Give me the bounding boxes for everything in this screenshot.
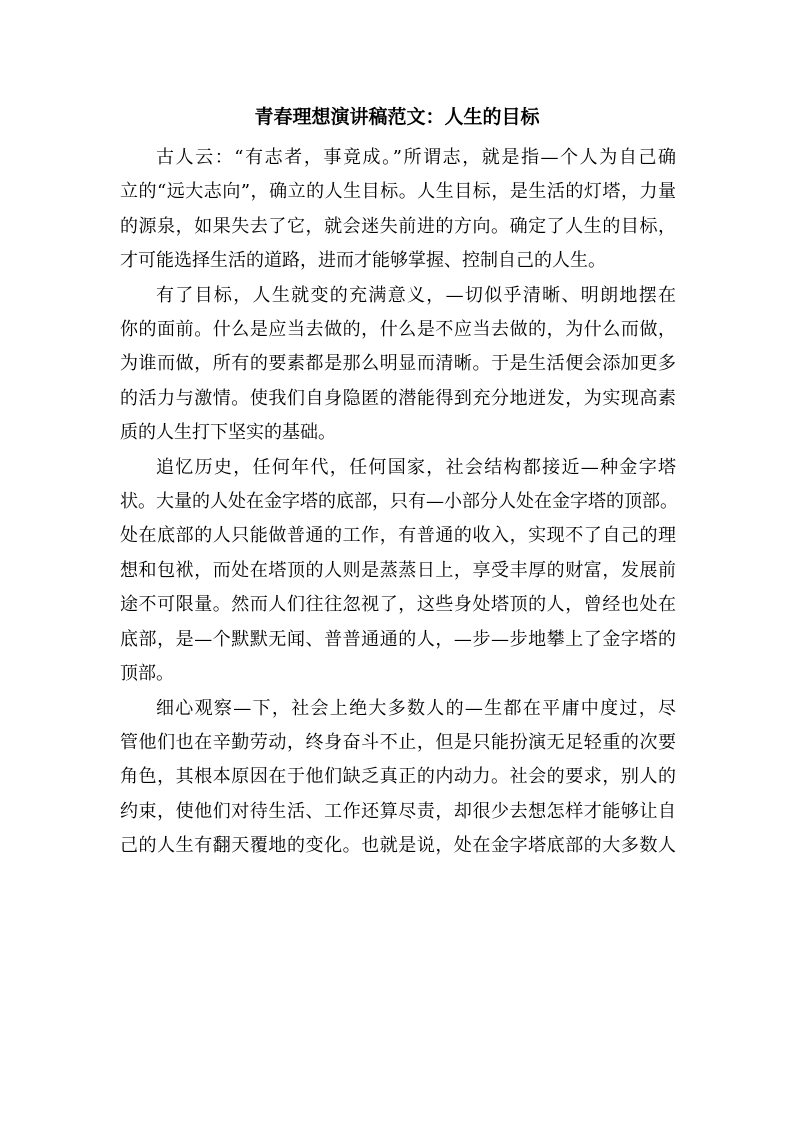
paragraph-1 xyxy=(120,141,676,279)
text-line: 你的面前。什么是应当去做的，什么是不应当去做的，为什么而做， xyxy=(120,319,676,341)
text-line: 的源泉，如果失去了它，就会迷失前进的方向。确定了人生的目标， xyxy=(120,215,676,237)
text-line: 底部，是—个默默无闻、普普通通的人，—步—步地攀上了金字塔的 xyxy=(120,628,676,650)
text-line: 己的人生有翻天覆地的变化。也就是说，处在金字塔底部的大多数人 xyxy=(120,835,676,857)
text-line: 古人云：“有志者，事竟成。”所谓志，就是指—个人为自己确 xyxy=(156,147,676,168)
text-line: 有了目标，人生就变的充满意义，—切似乎清晰、明朗地摆在 xyxy=(156,284,676,306)
text-line: 状。大量的人处在金字塔的底部，只有—小部分人处在金字塔的顶部。 xyxy=(120,491,678,513)
text-line: 约束，使他们对待生活、工作还算尽责，却很少去想怎样才能够让自 xyxy=(120,800,676,822)
document-body xyxy=(120,141,676,864)
text-line: 为谁而做，所有的要素都是那么明显而清晰。于是生活便会添加更多 xyxy=(120,353,676,375)
text-line: 才可能选择生活的道路，进而才能够掌握、控制自己的人生。 xyxy=(120,250,606,272)
paragraph-2 xyxy=(120,279,676,451)
paragraph-4 xyxy=(120,692,676,864)
text-line: 想和包袱，而处在塔顶的人则是蒸蒸日上，享受丰厚的财富，发展前 xyxy=(120,559,676,581)
text-line: 的活力与激情。使我们自身隐匿的潜能得到充分地迸发，为实现高素 xyxy=(120,387,676,409)
text-line: 角色，其根本原因在于他们缺乏真正的内动力。社会的要求，别人的 xyxy=(120,766,676,788)
text-line: 途不可限量。然而人们往往忽视了，这些身处塔顶的人，曾经也处在 xyxy=(120,594,676,616)
text-line: 立的“远大志向”，确立的人生目标。人生目标，是生活的灯塔，力量 xyxy=(120,181,676,203)
text-line: 顶部。 xyxy=(120,663,174,685)
text-line: 质的人生打下坚实的基础。 xyxy=(120,422,336,444)
text-line: 处在底部的人只能做普通的工作，有普通的收入，实现不了自己的理 xyxy=(120,525,676,547)
paragraph-3 xyxy=(120,451,676,692)
document-title: 青春理想演讲稿范文：人生的目标 xyxy=(254,106,540,128)
text-line: 细心观察—下，社会上绝大多数人的—生都在平庸中度过，尽 xyxy=(156,697,676,719)
text-line: 管他们也在辛勤劳动，终身奋斗不止，但是只能扮演无足轻重的次要 xyxy=(120,731,676,753)
text-line: 追忆历史，任何年代，任何国家，社会结构都接近—种金字塔 xyxy=(156,456,676,478)
